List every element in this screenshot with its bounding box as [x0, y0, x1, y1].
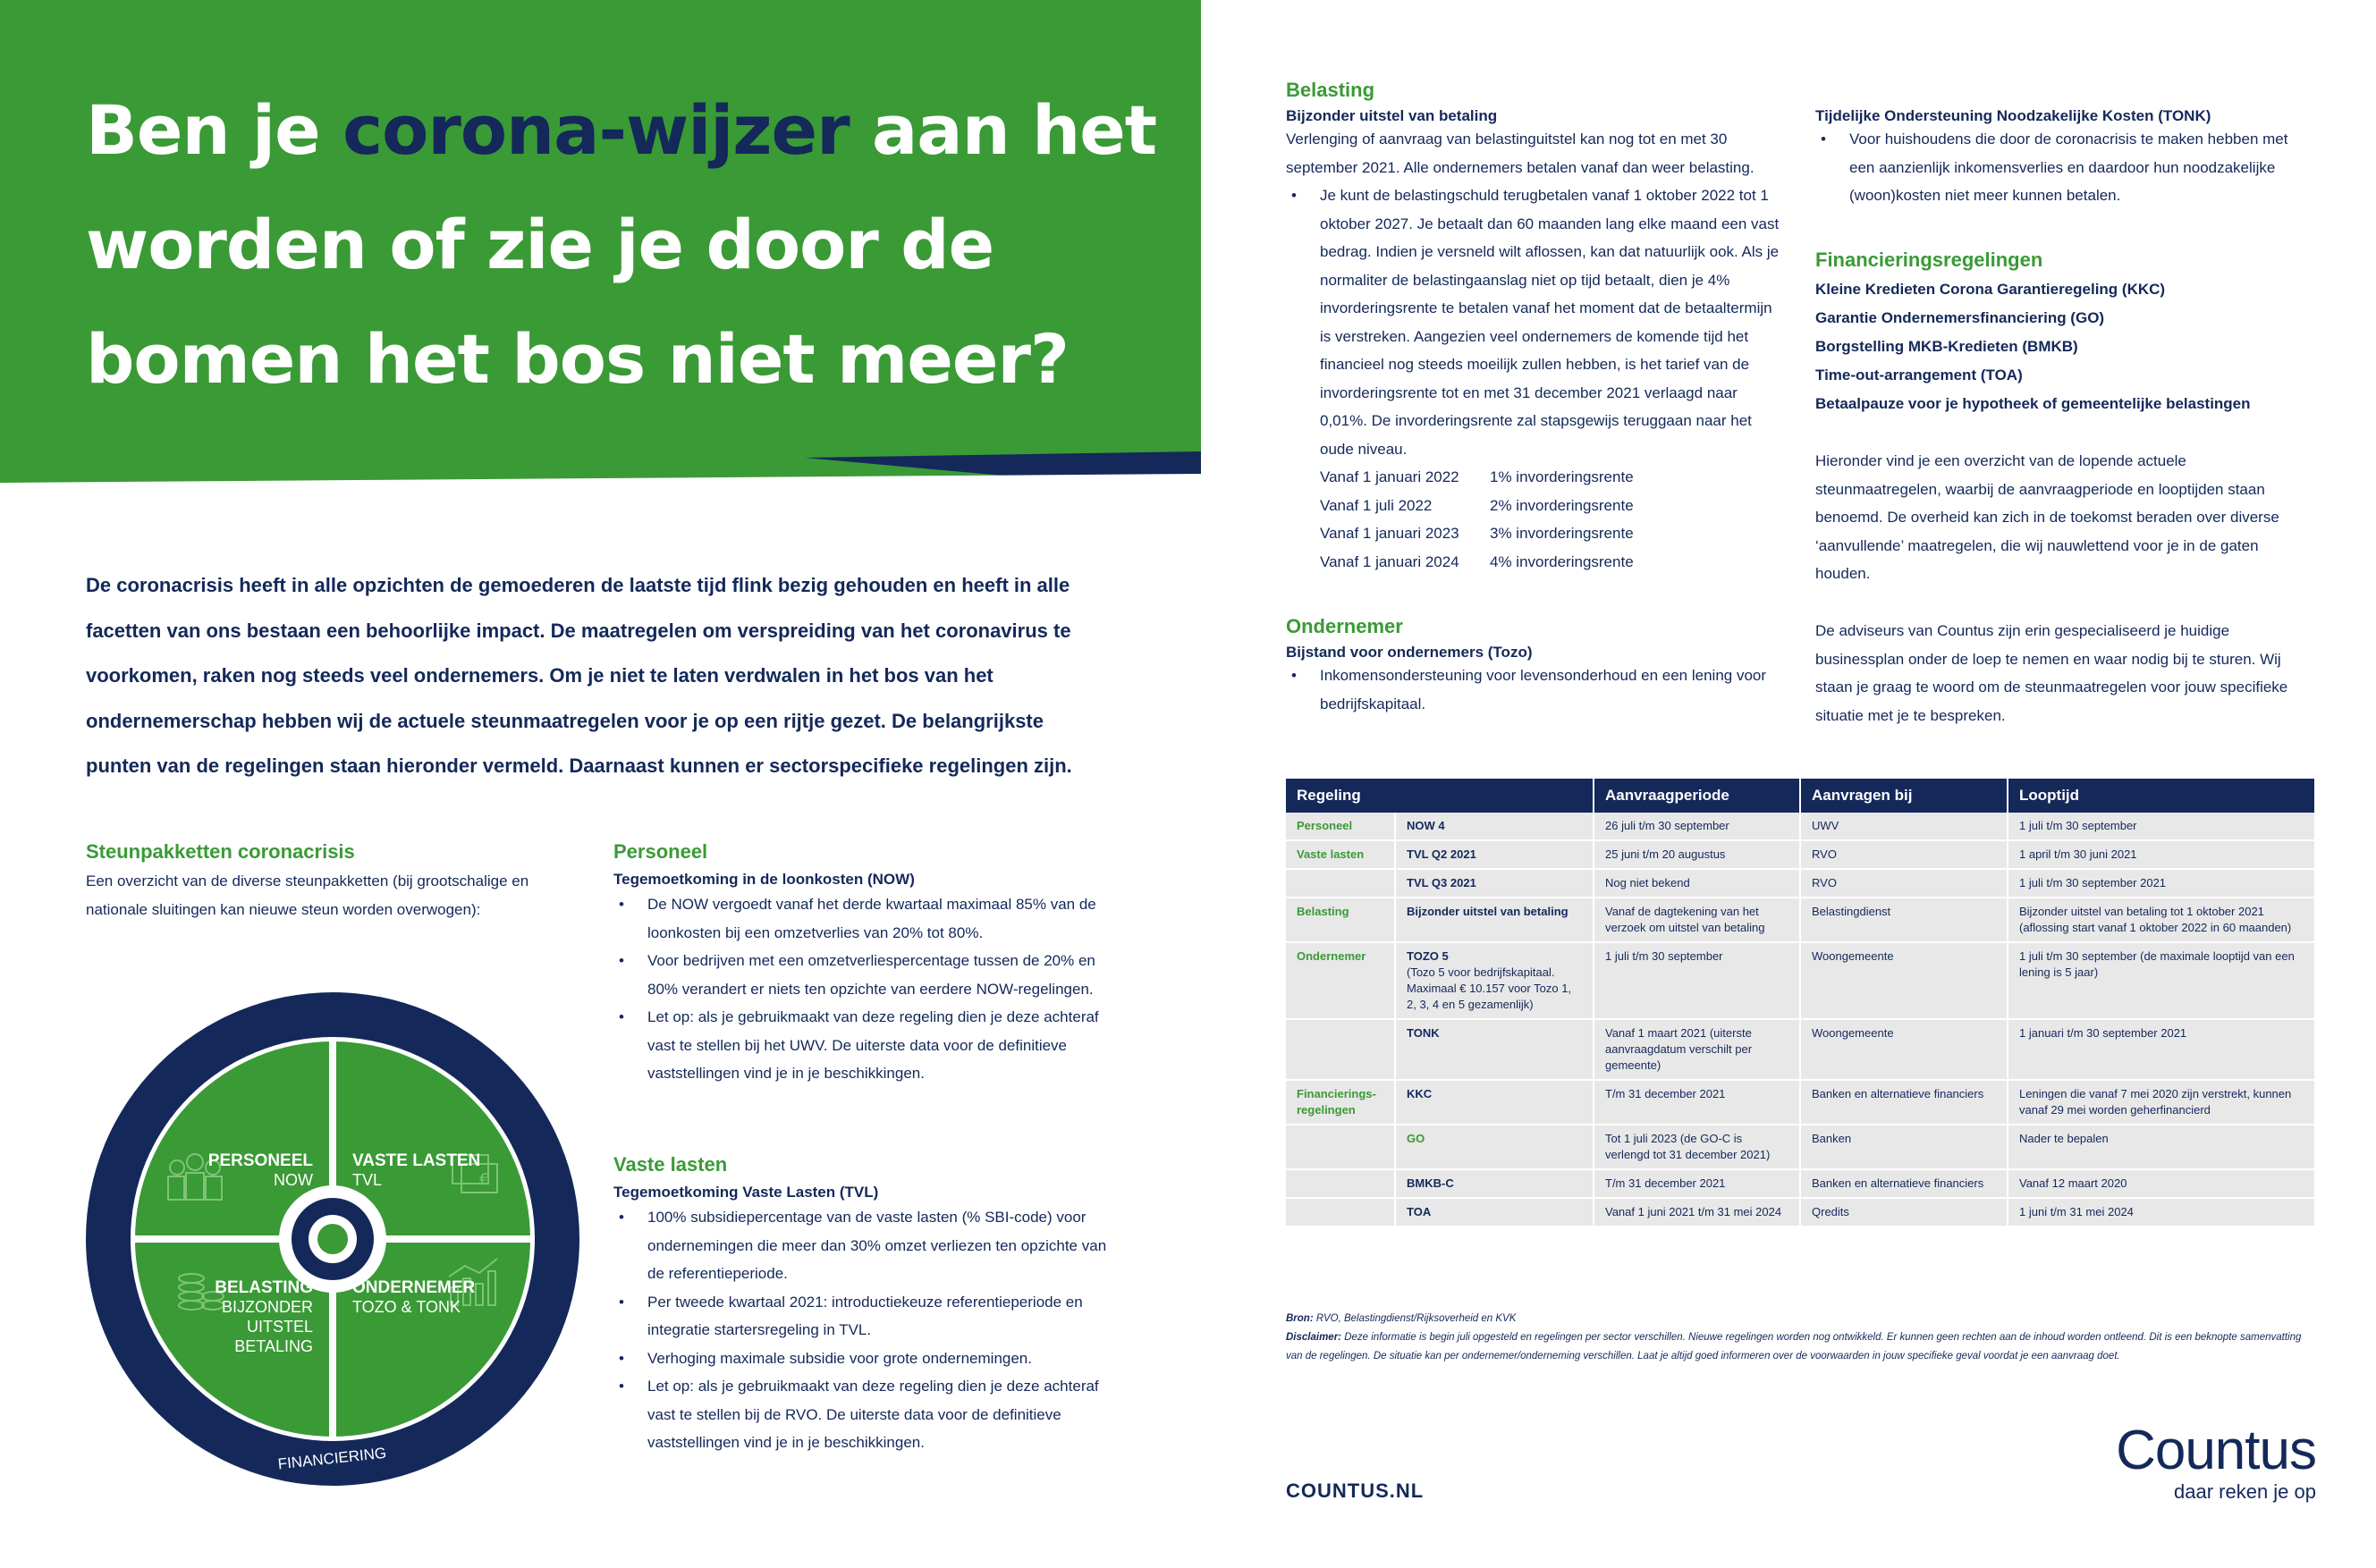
logo-name: Countus [2116, 1420, 2316, 1481]
column-header: Regeling [1286, 779, 1594, 813]
list-item: Kleine Kredieten Corona Garantieregeling (KKC) [1815, 281, 2166, 298]
table-cell: 1 januari t/m 30 september 2021 [2008, 1019, 2315, 1080]
section-heading: Ondernemer [1286, 615, 1403, 637]
wheel-q2-title: VASTE LASTEN [352, 1151, 481, 1170]
section-subheading: Tegemoetkoming Vaste Lasten (TVL) [613, 1184, 879, 1201]
table-cell [1286, 1125, 1395, 1169]
list-item: • De NOW vergoedt vanaf het derde kwartaal maximaal 85% van de loonkosten bij een omzetverlies van 20% tot 80%. [613, 890, 1114, 947]
table-cell: 25 juni t/m 20 augustus [1594, 840, 1800, 869]
section-subheading: Tijdelijke Ondersteuning Noodzakelijke Kosten (TONK) [1815, 107, 2211, 124]
bullet-list [1815, 125, 2316, 210]
list-item: • 100% subsidiepercentage van de vaste lasten (% SBI-code) voor ondernemingen die meer dan 30% omzet verliezen ten opzichte van de referentieperiode. [613, 1203, 1114, 1288]
section-heading: Steunpakketten coronacrisis [86, 840, 355, 863]
rate-row: Vanaf 1 januari 2023 3% invorderingsrente [1320, 525, 1634, 542]
table-cell: T/m 31 december 2021 [1594, 1080, 1800, 1125]
bullet-list [1286, 662, 1805, 718]
wheel-q3-sub2: UITSTEL [246, 1318, 313, 1336]
wheel-q1-sub: NOW [274, 1171, 313, 1189]
table-cell: TVL Q3 2021 [1395, 869, 1594, 898]
svg-text:€: € [479, 1170, 490, 1189]
list-item: • Verhoging maximale subsidie voor grote ondernemingen. [613, 1345, 1114, 1373]
table-cell [1286, 1019, 1395, 1080]
steunpakketten-wheel [86, 992, 579, 1486]
table-cell: Nog niet bekend [1594, 869, 1800, 898]
table-cell: Banken [1800, 1125, 2008, 1169]
section-heading: Financieringsregelingen [1815, 249, 2043, 271]
table-row [1286, 942, 2315, 1019]
countus-logo [2093, 1421, 2316, 1504]
wheel-q3-title: BELASTING [215, 1278, 313, 1297]
table-cell: Tot 1 juli 2023 (de GO-C is verlengd tot 31 december 2021) [1594, 1125, 1800, 1169]
bullet-list [1286, 181, 1787, 463]
column-header: Aanvragen bij [1800, 779, 2008, 813]
intro-paragraph: De coronacrisis heeft in alle opzichten de gemoederen de laatste tijd flink bezig gehouden en heeft in alle facetten van ons bestaan een behoorlijke impact. De maatregelen om verspreiding van het coronavirus te voorkomen, raken nog steeds veel ondernemers. Om je niet te laten verdwalen in het bos van het ondernemerschap hebben wij de actuele steunmaatregelen voor je op een rijtje gezet. De belangrijkste punten van de regelingen staan hieronder vermeld. Daarnaast kunnen er sectorspecifieke regelingen zijn. [86, 574, 1072, 777]
table-row [1286, 1019, 2315, 1080]
wheel-q4-title: ONDERNEMER [352, 1278, 476, 1297]
vaste-lasten-section [613, 1153, 1114, 1457]
table-cell: 1 juli t/m 30 september [2008, 813, 2315, 840]
table-header-row [1286, 779, 2315, 813]
list-item: • Let op: als je gebruikmaakt van deze regeling dien je deze achteraf vast te stellen bij de RVO. De uiterste data voor de definitieve vaststellingen vind je in je beschikkingen. [613, 1372, 1114, 1457]
measures-table [1286, 779, 2316, 1227]
website-link[interactable]: COUNTUS.NL [1286, 1479, 1425, 1502]
table-cell: Banken en alternatieve financiers [1800, 1080, 2008, 1125]
table-row [1286, 1080, 2315, 1125]
wheel-q3-sub1: BIJZONDER [221, 1298, 313, 1316]
tonk-section [1815, 107, 2316, 210]
table-cell: Bijzonder uitstel van betaling tot 1 oktober 2021 (aflossing start vanaf 1 oktober 2022 in 60 maanden) [2008, 898, 2315, 942]
rate-row: Vanaf 1 januari 2024 4% invorderingsrente [1320, 552, 1634, 570]
table-cell: Banken en alternatieve financiers [1800, 1169, 2008, 1198]
table-row [1286, 1125, 2315, 1169]
table-cell: Woongemeente [1800, 1019, 2008, 1080]
table-cell: 1 juli t/m 30 september (de maximale looptijd van een lening is 5 jaar) [2008, 942, 2315, 1019]
list-item: • Voor huishoudens die door de coronacrisis te maken hebben met een aanzienlijk inkomensverlies en daardoor hun noodzakelijke (woon)kosten niet meer kunnen betalen. [1815, 125, 2316, 210]
table-cell [1286, 1169, 1395, 1198]
list-item: Time-out-arrangement (TOA) [1815, 367, 2023, 384]
table-row [1286, 898, 2315, 942]
table-cell: Qredits [1800, 1198, 2008, 1227]
table-cell: Bijzonder uitstel van betaling [1395, 898, 1594, 942]
personeel-section [613, 840, 1114, 1088]
list-item: Borgstelling MKB-Kredieten (BMKB) [1815, 338, 2078, 355]
overview-paragraph: Hieronder vind je een overzicht van de lopende actuele steunmaatregelen, waarbij de aanvraagperiode en looptijden staan benoemd. De overheid kan zich in de toekomst beraden over diverse ‘aanvullende’ maatregelen, die wij nauwlettend voor je in de gaten houden. [1815, 452, 2279, 582]
table-cell: Belasting [1286, 898, 1395, 942]
table-cell: 1 juli t/m 30 september 2021 [2008, 869, 2315, 898]
belasting-section [1286, 79, 1787, 576]
steunpakketten-section [86, 840, 587, 923]
section-heading: Vaste lasten [613, 1153, 728, 1176]
table-cell: TONK [1395, 1019, 1594, 1080]
list-item: Garantie Ondernemersfinanciering (GO) [1815, 309, 2105, 326]
list-item: • Inkomensondersteuning voor levensonderhoud en een lening voor bedrijfskapitaal. [1286, 662, 1805, 718]
title-highlight: corona-wijzer [342, 90, 850, 170]
section-subheading: Tegemoetkoming in de loonkosten (NOW) [613, 871, 915, 888]
table-cell [1286, 1198, 1395, 1227]
ondernemer-section [1286, 615, 1805, 718]
rate-row: Vanaf 1 januari 2022 1% invorderingsrente [1320, 468, 1634, 485]
table-cell: Personeel [1286, 813, 1395, 840]
table-cell: Belastingdienst [1800, 898, 2008, 942]
section-subheading: Bijzonder uitstel van betaling [1286, 107, 1498, 124]
table-row [1286, 1169, 2315, 1198]
reg-note: (Tozo 5 voor bedrijfskapitaal. Maximaal € 10.157 voor Tozo 1, 2, 3, 4 en 5 gezamenlijk) [1407, 965, 1572, 1011]
wheel-ring-label: FINANCIERING [276, 1444, 388, 1473]
table-cell: TOA [1395, 1198, 1594, 1227]
wheel-q2-sub: TVL [352, 1171, 383, 1189]
table-cell: TVL Q2 2021 [1395, 840, 1594, 869]
table-cell: Vanaf 1 juni 2021 t/m 31 mei 2024 [1594, 1198, 1800, 1227]
column-header: Looptijd [2008, 779, 2315, 813]
rate-row: Vanaf 1 juli 2022 2% invorderingsrente [1320, 496, 1634, 514]
table-cell [1286, 869, 1395, 898]
financieringsregelingen-section [1815, 249, 2334, 418]
table-cell: 1 april t/m 30 juni 2021 [2008, 840, 2315, 869]
bullet-list [613, 890, 1114, 1088]
table-row [1286, 813, 2315, 840]
table-cell: T/m 31 december 2021 [1594, 1169, 1800, 1198]
table-cell: UWV [1800, 813, 2008, 840]
table-cell: 1 juni t/m 31 mei 2024 [2008, 1198, 2315, 1227]
table-cell: GO [1395, 1125, 1594, 1169]
source-disclaimer: Bron: RVO, Belastingdienst/Rijksoverheid en KVK Disclaimer: Deze informatie is begin juli opgesteld en regelingen per sector verschillen. Nieuwe regelingen worden nog ontwikkeld. Er kunnen geen rechten aan de inhoud worden ontleend. Dit is een beknopte samenvatting van de regelingen. De situatie kan per ondernemer/onderneming verschillen. Laat je altijd goed informeren over de voorwaarden in jouw specifieke geval voordat je een aanvraag doet. [1286, 1313, 2302, 1361]
table-cell: RVO [1800, 840, 2008, 869]
page-title: Ben je corona-wijzer aan het worden of zie je door de bomen het bos niet meer? [86, 90, 1157, 399]
wheel-q4-sub: TOZO & TONK [352, 1298, 461, 1316]
list-item: • Let op: als je gebruikmaakt van deze regeling dien je deze achteraf vast te stellen bij het UWV. De uiterste data voor de definitieve vaststellingen vind je in je beschikkingen. [613, 1003, 1114, 1088]
table-cell: Nader te bepalen [2008, 1125, 2315, 1169]
table-cell: TOZO 5 (Tozo 5 voor bedrijfskapitaal. Maximaal € 10.157 voor Tozo 1, 2, 3, 4 en 5 gezamenlijk) [1395, 942, 1594, 1019]
table-cell: Ondernemer [1286, 942, 1395, 1019]
table-row [1286, 1198, 2315, 1227]
rate-schedule [1286, 463, 1787, 576]
table-cell: Leningen die vanaf 7 mei 2020 zijn verstrekt, kunnen vanaf 29 mei worden geherfinancierd [2008, 1080, 2315, 1125]
section-heading: Personeel [613, 840, 708, 863]
table-cell: Vaste lasten [1286, 840, 1395, 869]
table-cell: Vanaf 12 maart 2020 [2008, 1169, 2315, 1198]
table-cell: KKC [1395, 1080, 1594, 1125]
wheel-q3-sub3: BETALING [234, 1337, 313, 1355]
table-cell: Woongemeente [1800, 942, 2008, 1019]
section-text: Verlenging of aanvraag van belastinguitstel kan nog tot en met 30 september 2021. Alle ondernemers betalen vanaf dan weer belasting. [1286, 131, 1755, 176]
table-cell: 26 juli t/m 30 september [1594, 813, 1800, 840]
column-header: Aanvraagperiode [1594, 779, 1800, 813]
table-cell: RVO [1800, 869, 2008, 898]
table-cell: Financierings-regelingen [1286, 1080, 1395, 1125]
section-subheading: Bijstand voor ondernemers (Tozo) [1286, 644, 1533, 661]
bullet-list [613, 1203, 1114, 1457]
table-cell: NOW 4 [1395, 813, 1594, 840]
table-cell: BMKB-C [1395, 1169, 1594, 1198]
table-cell: Vanaf 1 maart 2021 (uiterste aanvraagdatum verschilt per gemeente) [1594, 1019, 1800, 1080]
section-heading: Belasting [1286, 79, 1375, 101]
logo-tagline: daar reken je op [2174, 1480, 2316, 1503]
list-item: • Je kunt de belastingschuld terugbetalen vanaf 1 oktober 2022 tot 1 oktober 2027. Je betaalt dan 60 maanden lang elke maand een vast bedrag. Indien je versneld wilt aflossen, kan dat natuurlijk ook. Als je normaliter de belastingaanslag niet op tijd betaalt, dien je 4% invorderingsrente te betalen vanaf het moment dat de betaaltermijn is verstreken. Aangezien veel ondernemers de komende tijd het financieel nog steeds moeilijk zullen hebben, is het tarief van de invorderingsrente tot en met 31 december 2021 verlaagd naar 0,01%. De invorderingsrente zal stapsgewijs teruggaan naar het oude niveau. [1286, 181, 1787, 463]
wheel-q1-title: PERSONEEL [207, 1151, 313, 1170]
list-item: Betaalpauze voor je hypotheek of gemeentelijke belastingen [1815, 395, 2251, 412]
table-row [1286, 840, 2315, 869]
section-text: Een overzicht van de diverse steunpakketten (bij grootschalige en nationale sluitingen kan nieuwe steun worden overwogen): [86, 873, 529, 918]
table-row [1286, 869, 2315, 898]
advice-paragraph: De adviseurs van Countus zijn erin gespecialiseerd je huidige businessplan onder de loep te nemen en waar nodig bij te sturen. Wij staan je graag te woord om de steunmaatregelen voor jouw specifieke situatie met je te bespreken. [1815, 622, 2288, 724]
list-item: • Voor bedrijven met een omzetverliespercentage tussen de 20% en 80% verandert er niets ten opzichte van eerdere NOW-regelingen. [613, 947, 1114, 1003]
list-item: • Per tweede kwartaal 2021: introductiekeuze referentieperiode en integratie startersregeling in TVL. [613, 1288, 1114, 1345]
table-cell: Vanaf de dagtekening van het verzoek om uitstel van betaling [1594, 898, 1800, 942]
table-cell: 1 juli t/m 30 september [1594, 942, 1800, 1019]
